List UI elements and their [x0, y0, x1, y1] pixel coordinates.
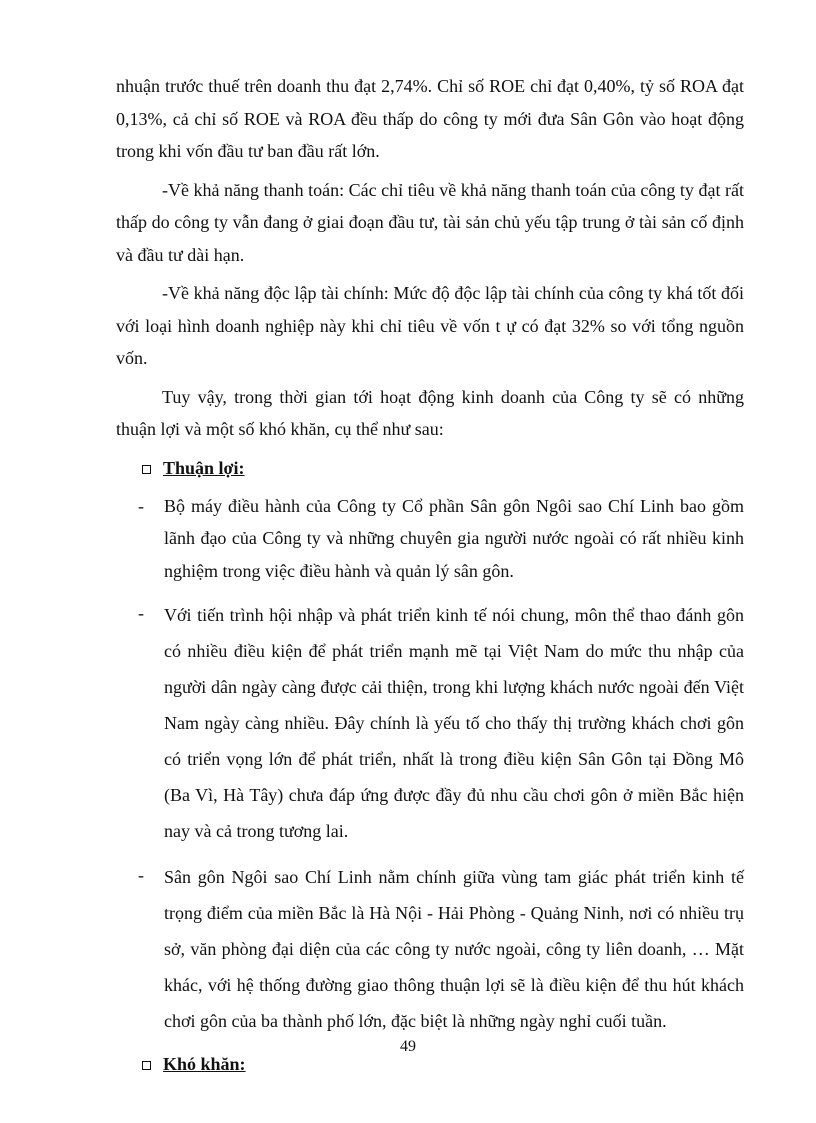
paragraph-financial-independence: -Về khả năng độc lập tài chính: Mức độ độc lập tài chính của công ty khá tốt đối với loại hình doanh nghiệp này khi chỉ tiêu về vốn t ự có đạt 32% so với tổng nguồn vốn.: [116, 283, 744, 368]
advantage-text-location: Sân gôn Ngôi sao Chí Linh nằm chính giữa vùng tam giác phát triển kinh tế trọng điểm của miền Bắc là Hà Nội - Hải Phòng - Quảng Ninh, nơi có nhiều trụ sở, văn phòng đại diện của các công ty nước ngoài, công ty liên doanh, … Mặt khác, với hệ thống đường giao thông thuận lợi sẽ là điều kiện để thu hút khách chơi gôn của ba thành phố lớn, đặc biệt là những ngày nghỉ cuối tuần.: [164, 867, 744, 1031]
square-bullet-icon: [142, 465, 151, 474]
advantage-text-market: Với tiến trình hội nhập và phát triển kinh tế nói chung, môn thể thao đánh gôn có nhiều điều kiện để phát triển mạnh mẽ tại Việt Nam do mức thu nhập của người dân ngày càng được cải thiện, trong khi lượng khách nước ngoài đến Việt Nam ngày càng nhiều. Đây chính là yếu tố cho thấy thị trường khách chơi gôn có triển vọng lớn để phát triển, nhất là trong điều kiện Sân Gôn tại Đồng Mô (Ba Vì, Hà Tây) chưa đáp ứng được đầy đủ nhu cầu chơi gôn ở miền Bắc hiện nay và cả trong tương lai.: [164, 605, 744, 841]
paragraph-profitability: nhuận trước thuế trên doanh thu đạt 2,74%. Chỉ số ROE chỉ đạt 0,40%, tỷ số ROA đạt 0,13%, cả chỉ số ROE và ROA đều thấp do công ty mới đưa Sân Gôn vào hoạt động trong khi vốn đầu tư ban đầu rất lớn.: [116, 76, 744, 161]
paragraph-liquidity: -Về khả năng thanh toán: Các chỉ tiêu về khả năng thanh toán của công ty đạt rất thấp do công ty vẫn đang ở giai đoạn đầu tư, tài sản chủ yếu tập trung ở tài sản cố định và đầu tư dài hạn.: [116, 179, 744, 265]
advantages-heading-row: [116, 454, 744, 484]
paragraph-outlook: Tuy vậy, trong thời gian tới hoạt động kinh doanh của Công ty sẽ có những thuận lợi và một số khó khăn, cụ thể như sau:: [116, 386, 744, 439]
dash-marker: -: [138, 865, 144, 885]
page-number: 49: [400, 1038, 416, 1055]
square-bullet-icon: [142, 1061, 151, 1070]
document-page: [116, 70, 744, 1085]
advantage-text-management: Bộ máy điều hành của Công ty Cổ phần Sân gôn Ngôi sao Chí Linh bao gồm lãnh đạo của Công ty và những chuyên gia người nước ngoài có rất nhiều kinh nghiệm trong việc điều hành và quản lý sân gôn.: [164, 495, 744, 581]
difficulties-heading: Khó khăn:: [163, 1053, 246, 1074]
advantage-item-market: [116, 597, 744, 849]
advantages-heading: Thuận lợi:: [163, 458, 245, 478]
dash-marker: -: [138, 603, 144, 623]
advantage-item-location: [116, 859, 744, 1039]
dash-marker: -: [138, 495, 144, 516]
advantage-item-management: [116, 490, 744, 588]
